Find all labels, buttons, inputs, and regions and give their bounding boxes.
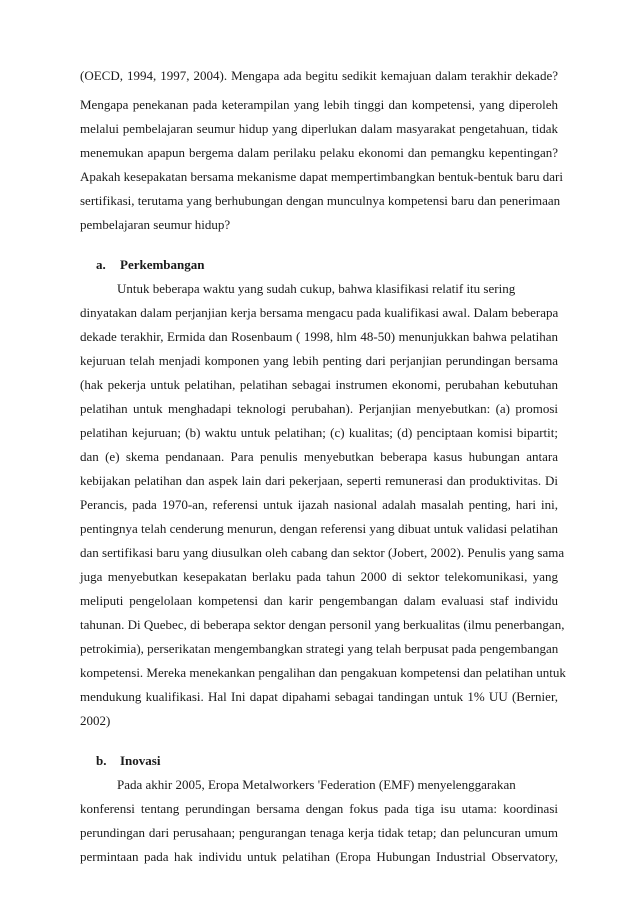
section-a-line: mendukung kualifikasi. Hal Ini dapat dipahami sebagai tandingan untuk 1% UU (Bernier, bbox=[80, 689, 558, 704]
section-b-title: Inovasi bbox=[120, 753, 161, 768]
section-a-line: tahunan. Di Quebec, di beberapa sektor dengan personil yang berkualitas (ilmu penerbangan, bbox=[80, 617, 565, 632]
section-a-heading bbox=[96, 257, 205, 273]
intro-line: melalui pembelajaran seumur hidup yang diperlukan dalam masyarakat pengetahuan, tidak bbox=[80, 121, 558, 136]
section-b-line: konferensi tentang perundingan bersama dengan fokus pada tiga isu utama: koordinasi bbox=[80, 801, 558, 816]
intro-line: pembelajaran seumur hidup? bbox=[80, 217, 231, 232]
section-a-line: kompetensi. Mereka menekankan pengalihan dan pengakuan kompetensi dan pelatihan untuk bbox=[80, 665, 566, 680]
section-b-marker: b. bbox=[96, 753, 107, 768]
section-a-line: dan sertifikasi baru yang diusulkan oleh cabang dan sektor (Jobert, 2002). Penulis yang sama bbox=[80, 545, 565, 560]
section-b-line: perundingan dari perusahaan; pengurangan tenaga kerja tidak tetap; dan peluncuran umum bbox=[80, 825, 558, 840]
section-a-marker: a. bbox=[96, 257, 106, 272]
section-a-line: juga menyebutkan kesepakatan berlaku pada tahun 2000 di sektor telekomunikasi, yang bbox=[80, 569, 558, 584]
section-a-line: pelatihan untuk menghadapi teknologi perubahan). Perjanjian menyebutkan: (a) promosi bbox=[80, 401, 558, 416]
section-a-line: dekade terakhir, Ermida dan Rosenbaum ( 1998, hlm 48-50) menunjukkan bahwa pelatihan bbox=[80, 329, 558, 344]
intro-line: sertifikasi, terutama yang berhubungan dengan munculnya kompetensi baru dan penerimaan bbox=[80, 193, 561, 208]
section-b-line: permintaan pada hak individu untuk pelatihan (Eropa Hubungan Industrial Observatory, bbox=[80, 849, 558, 864]
section-b-line: Pada akhir 2005, Eropa Metalworkers 'Federation (EMF) menyelenggarakan bbox=[117, 777, 516, 792]
section-a-title: Perkembangan bbox=[120, 257, 205, 272]
section-a-line: Untuk beberapa waktu yang sudah cukup, bahwa klasifikasi relatif itu sering bbox=[117, 281, 516, 296]
section-a-line: pentingnya telah cenderung menurun, dengan referensi yang dibuat untuk validasi pelatihan bbox=[80, 521, 558, 536]
section-a-line: kejuruan telah menjadi komponen yang lebih penting dari perjanjian perundingan bersama bbox=[80, 353, 558, 368]
intro-line: (OECD, 1994, 1997, 2004). Mengapa ada begitu sedikit kemajuan dalam terakhir dekade? bbox=[80, 68, 558, 83]
section-a-line: pelatihan kejuruan; (b) waktu untuk pelatihan; (c) kualitas; (d) penciptaan komisi bipartit; bbox=[80, 425, 558, 440]
section-b-heading bbox=[96, 753, 160, 769]
section-a-line: 2002) bbox=[80, 713, 111, 728]
intro-line: menemukan apapun bergema dalam perilaku pelaku ekonomi dan pemangku kepentingan? bbox=[80, 145, 558, 160]
intro-line: Mengapa penekanan pada keterampilan yang lebih tinggi dan kompetensi, yang diperoleh bbox=[80, 97, 558, 112]
section-a-line: (hak pekerja untuk pelatihan, pelatihan sebagai instrumen ekonomi, perubahan kebutuhan bbox=[80, 377, 558, 392]
section-a-line: Perancis, pada 1970-an, referensi untuk ijazah nasional adalah masalah penting, hari ini, bbox=[80, 497, 558, 512]
section-a-line: kebijakan pelatihan dan aspek lain dari pekerjaan, seperti remunerasi dan produktivitas. Di bbox=[80, 473, 558, 488]
intro-line: Apakah kesepakatan bersama mekanisme dapat mempertimbangkan bentuk-bentuk baru dari bbox=[80, 169, 563, 184]
section-a-line: dan (e) skema pendanaan. Para penulis menyebutkan beberapa kasus hubungan antara bbox=[80, 449, 558, 464]
section-a-line: meliputi pengelolaan kompetensi dan karir pengembangan dalam evaluasi staf individu bbox=[80, 593, 558, 608]
section-a-line: dinyatakan dalam perjanjian kerja bersama mengacu pada kualifikasi awal. Dalam beberapa bbox=[80, 305, 559, 320]
section-a-line: petrokimia), perserikatan mengembangkan strategi yang telah berpusat pada pengembangan bbox=[80, 641, 559, 656]
